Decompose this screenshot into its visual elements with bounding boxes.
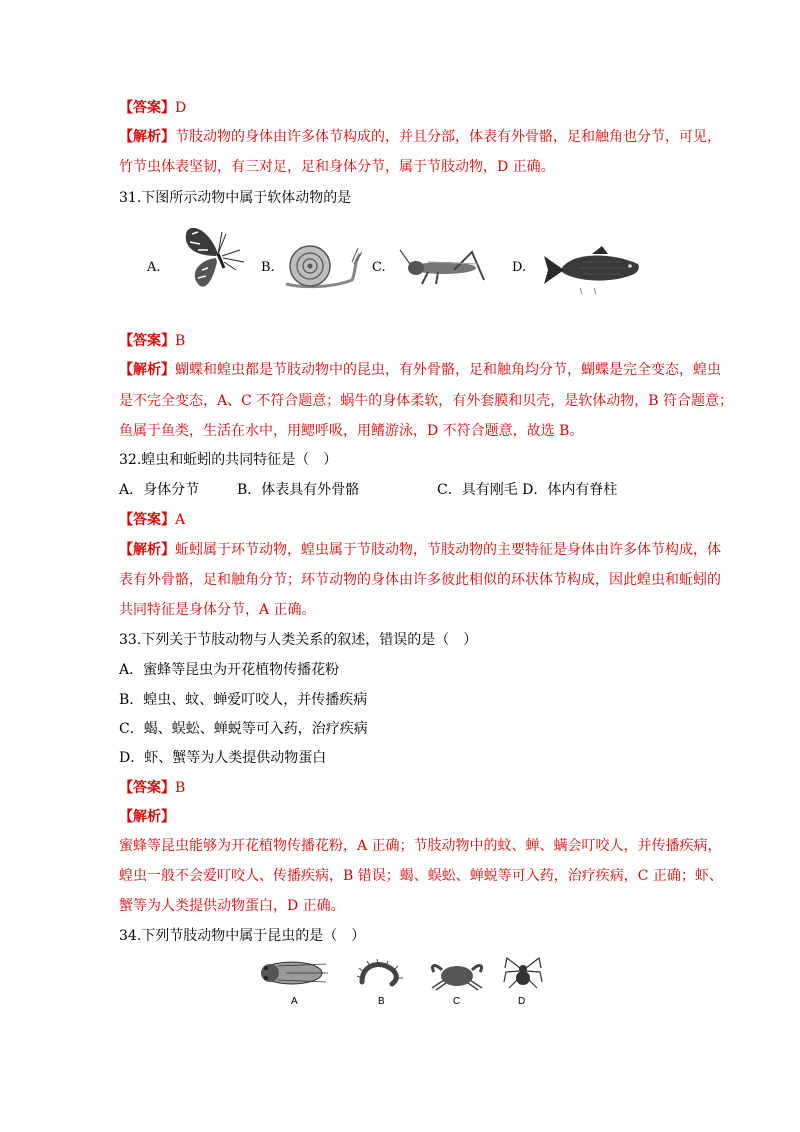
q31-answer <box>119 331 185 351</box>
cicada-image <box>256 956 334 990</box>
butterfly-image <box>178 220 258 290</box>
analysis-tag: 【解析】 <box>119 542 175 558</box>
q32-question: 32.蝗虫和蚯蚓的共同特征是（ ） <box>119 452 338 468</box>
q32-analysis-line-2: 表有外骨骼，足和触角分节；环节动物的身体由许多彼此相似的环状体节构成，因此蝗虫和蚯蚓的 <box>119 572 721 588</box>
q33-analysis-line-3: 蟹等为人类提供动物蛋白，D 正确。 <box>119 898 345 914</box>
analysis-tag: 【解析】 <box>119 129 175 145</box>
answer-value: B <box>175 780 186 796</box>
q33-option-b: B．蝗虫、蚊、蝉爱叮咬人，并传播疾病 <box>119 692 368 708</box>
answer-tag: 【答案】 <box>119 780 175 796</box>
fish-image <box>542 244 644 298</box>
q32-answer <box>119 510 185 530</box>
q33-option-c: C．蝎、蜈蚣、蝉蜕等可入药，治疗疾病 <box>119 721 368 737</box>
q32-option-cd: C．具有刚毛 D．体内有脊柱 <box>437 482 618 498</box>
q32-option-b: B．体表具有外骨骼 <box>237 482 360 498</box>
q31-question: 31.下图所示动物中属于软体动物的是 <box>119 190 352 206</box>
q31-option-c-label: C. <box>372 260 386 275</box>
grasshopper-image <box>398 248 494 288</box>
analysis-text: 蚯蚓属于环节动物，蝗虫属于节肢动物，节肢动物的主要特征是身体由许多体节构成，体 <box>175 542 721 558</box>
q33-analysis-line-1: 蜜蜂等昆虫能够为开花植物传播花粉，A 正确；节肢动物中的蚊、蝉、螨会叮咬人，并传播疾病， <box>119 838 722 854</box>
q31-option-a-label: A. <box>147 260 161 275</box>
q30-answer <box>119 98 186 118</box>
q34-question: 34.下列节肢动物中属于昆虫的是（ ） <box>119 928 366 944</box>
q30-analysis-line-2: 竹节虫体表坚韧，有三对足，足和身体分节，属于节肢动物，D 正确。 <box>119 159 555 175</box>
q32-analysis-line-3: 共同特征是身体分节，A 正确。 <box>119 602 316 618</box>
snail-image <box>282 242 362 292</box>
answer-tag: 【答案】 <box>119 512 175 528</box>
q31-option-b-label: B. <box>261 260 275 275</box>
crab-image <box>426 956 488 992</box>
answer-tag: 【答案】 <box>119 333 175 349</box>
centipede-image <box>356 958 406 990</box>
q31-analysis-line-2: 是不完全变态，A、C 不符合题意；蜗牛的身体柔软，有外套膜和贝壳，是软体动物，B 符合题意； <box>119 393 734 409</box>
q33-option-a: A．蜜蜂等昆虫为开花植物传播花粉 <box>119 662 340 678</box>
answer-tag: 【答案】 <box>119 100 175 116</box>
answer-value: A <box>175 512 186 528</box>
q34-caption-a: A <box>291 996 298 1007</box>
answer-value: B <box>175 333 186 349</box>
q30-analysis-line-1 <box>119 127 721 147</box>
q31-analysis-line-3: 鱼属于鱼类，生活在水中，用鳃呼吸，用鳍游泳，D 不符合题意，故选 B。 <box>119 423 584 439</box>
analysis-tag: 【解析】 <box>119 809 175 825</box>
q33-answer <box>119 778 185 798</box>
q33-analysis-line-2: 蝗虫一般不会爱叮咬人、传播疾病，B 错误；蝎、蜈蚣、蝉蜕等可入药，治疗疾病，C 正确；虾、 <box>119 868 723 884</box>
analysis-text: 节肢动物的身体由许多体节构成的，并且分部，体表有外骨骼，足和触角也分节，可见， <box>175 129 721 145</box>
q31-analysis-line-1 <box>119 360 721 380</box>
q32-option-a: A．身体分节 <box>119 482 200 498</box>
q34-caption-b: B <box>378 996 385 1007</box>
analysis-tag: 【解析】 <box>119 362 175 378</box>
q33-analysis-tag-line <box>119 807 175 827</box>
q34-caption-c: C <box>453 996 461 1007</box>
q34-caption-d: D <box>518 996 526 1007</box>
q31-option-d-label: D. <box>512 260 527 275</box>
analysis-text: 蝴蝶和蝗虫都是节肢动物中的昆虫，有外骨骼，足和触角均分节，蝴蝶是完全变态，蝗虫 <box>175 362 721 378</box>
q33-option-d: D．虾、蟹等为人类提供动物蛋白 <box>119 750 327 766</box>
q33-question: 33.下列关于节肢动物与人类关系的叙述，错误的是（ ） <box>119 632 478 648</box>
answer-value: D <box>175 100 187 116</box>
spider-image <box>503 954 543 994</box>
q32-analysis-line-1 <box>119 540 721 560</box>
